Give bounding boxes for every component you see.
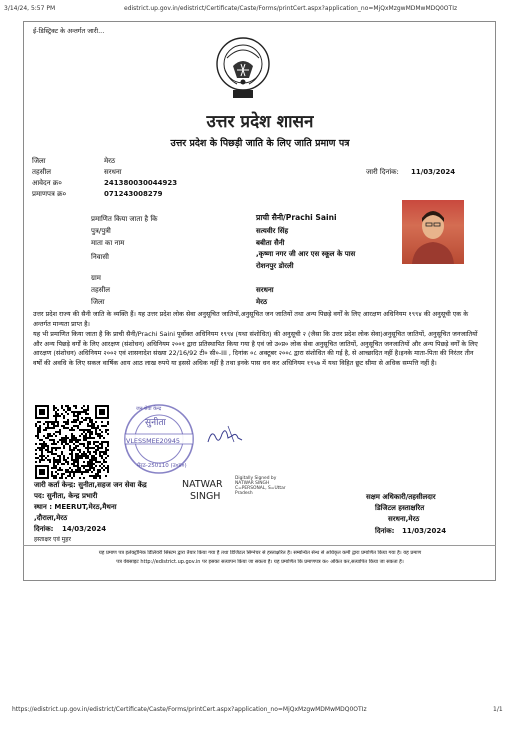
qr-code-icon (35, 405, 109, 479)
district-label: जिला (32, 157, 46, 165)
tehsil-value: सरधना (104, 168, 122, 176)
application-label: आवेदन क्र० (32, 179, 62, 187)
address-line-1: ,कृष्णा नगर जी आर एस स्कूल के पास (256, 250, 356, 258)
officer-date-value: 11/03/2024 (402, 527, 447, 535)
digsig-detail-3: C=PERSONAL, S=Uttar (235, 486, 286, 491)
officer-signature-status: डिजिटल हस्ताक्षरित (375, 504, 425, 512)
tehsil2-label: तहसील (91, 286, 110, 294)
stamp-ring-top: जन सेवा केन्द्र (136, 406, 162, 412)
issuer-place-2: ,दौराला,मेरठ (34, 514, 68, 522)
signed-line: हस्ताक्षर एवं मुहर (34, 536, 71, 543)
issuer-date-label: दिनांक: (34, 525, 54, 533)
digsig-detail-4: Pradesh (235, 491, 253, 496)
address-line-2: रोशनपुर डोरली (256, 262, 294, 270)
issuer-centre: जारी कर्ता केन्द्र: सुनीता,सहज जन सेवा केंद्र (34, 481, 147, 489)
certificate-subtitle: उत्तर प्रदेश के पिछड़ी जाति के लिए जाति प्रमाण पत्र (170, 138, 350, 149)
parent-label: पुत्र/पुत्री (91, 227, 111, 235)
applicant-name: प्राची सैनी/Prachi Saini (256, 213, 337, 222)
officer-date-label: दिनांक: (375, 527, 395, 535)
issuer-date-value: 14/03/2024 (62, 525, 107, 533)
footer-divider (23, 545, 496, 546)
address-label: निवासी (91, 253, 109, 261)
application-number: 241380030044923 (104, 179, 178, 187)
issue-date-label: जारी दिनांक: (366, 168, 399, 176)
certificate-label: प्रमाणपत्र क्र० (32, 190, 67, 198)
district2-label: जिला (91, 298, 105, 306)
digsig-detail-1: Digitally Signed by (235, 476, 277, 481)
footer-note-1: यह प्रमाण पत्र इलेक्ट्रॉनिक डिलिवरी सिस्टम द्वारा तैयार किया गया है तथा डिजिटल सिग्नेचर से हस्ताक्षरित है। सम्बन्धित सेन्ध से अधिकृत कर्मी द्वारा प्रमाणित किया गया है। यह प्रमाण (98, 550, 422, 556)
print-datetime: 3/14/24, 5:57 PM (4, 5, 56, 12)
parent-name: सत्यवीर सिंह (256, 227, 289, 235)
footer-note-2: पत्र वेबसाइट http://edistrict.up.gov.in पर इसका सत्यापन किया जा सकता है। यह प्रमाणित कि प्रमाणपत्र क० अंकित कर,सत्यापित किया जा सकता है। (116, 559, 404, 565)
stamp-pin: मेरठ-250110 (उ०प्र०) (137, 463, 187, 469)
stamp-name: सुनीता (145, 418, 166, 428)
applicant-photo (402, 200, 464, 264)
mother-name: बबीता सैनी (256, 239, 285, 247)
edistrict-note: ई-डिस्ट्रिक्ट के अन्तर्गत जारी... (33, 27, 105, 35)
verification-qr-code (35, 405, 109, 479)
issuer-place: स्थान : MEERUT,मेरठ,मैथना (34, 503, 117, 511)
village-label: ग्राम (91, 274, 101, 282)
stamp-code: VLESSMEE20945 (126, 437, 181, 445)
district2-value: मेरठ (256, 298, 268, 306)
mother-label: माता का नाम (91, 239, 125, 247)
issue-date-value: 11/03/2024 (411, 168, 456, 176)
issuer-post: पद: सुनीता, केन्द्र प्रभारी (34, 492, 98, 500)
print-page-number: 1/1 (493, 706, 503, 713)
handwritten-signature (204, 422, 246, 448)
officer-place: सरधना,मेरठ (388, 515, 420, 523)
certification-paragraph: यह भी प्रमाणित किया जाता है कि प्राची सैनी/Prachi Saini पूर्वोक्त अधिनियम १९९४ (यथा संशोधित) की अनुसूची २ (जैसा कि उत्तर प्रदेश लोक सेवा)अनुसूचित जातियों, अनुसूचित जनजातियों और अन्य पिछड़े वर्गों के लिए आरक्षण (संशोधन) अधिनियम २००१ द्वारा प्रतिस्थापित किया गया है एवं जो उ०प्र० लोक सेवा अनुसूचित जातियों, अनुसूचित जनजातियों और अन्य पिछड़े वर्गों के लिए आरक्षण (संशोधन) अधिनियम २००२ एवं शासनादेश संख्या 22/16/92 टी० सी०-III , दिनांक ०८ अक्टूबर २००८ द्वारा संशोधित की गई है, से आच्छादित नहीं है।इनके माता-पिता की निरंतर तीन वर्षों की अवधि के लिए सकल वार्षिक आय आठ लाख रुपये या इससे अधिक नहीं है तथा इनके पास धन कर अधिनियम १९५७ में यथा विहित छूट सीमा से अधिक सम्पत्ति नहीं है। (33, 330, 478, 367)
digital-signer-name-1: NATWAR (182, 479, 223, 490)
tehsil-label: तहसील (32, 168, 51, 176)
attest-label: प्रमाणित किया जाता है कि (91, 215, 158, 223)
digsig-detail-2: NATWAR SINGH (235, 481, 270, 486)
caste-paragraph: उत्तर प्रदेश राज्य की सैनी जाति के व्यक्ति हैं। यह उत्तर प्रदेश लोक सेवा अनुसूचित जातियों,अनुसूचित जन जातियों तथा अन्य पिछड़े वर्गों के लिए आरक्षण अधिनियम १९९४ की अनुसूची एक के अन्तर्गत मान्यता प्राप्त है। (33, 310, 469, 328)
person-icon (402, 200, 464, 264)
officer-title: सक्षम अधिकारी/तहसीलदार (366, 493, 436, 501)
certificate-number: 071243008279 (104, 190, 163, 198)
govt-title: उत्तर प्रदेश शासन (206, 112, 314, 132)
district-value: मेरठ (104, 157, 116, 165)
digital-signer-name-2: SINGH (190, 491, 221, 502)
tehsil2-value: सरधना (256, 286, 274, 294)
up-govt-emblem-icon (215, 36, 271, 100)
print-footer-url: https://edistrict.up.gov.in/edistrict/Certificate/Caste/Forms/printCert.aspx?application_no=MjQxMzgwMDMwMDQ0OTIz (12, 706, 367, 713)
print-url: edistrict.up.gov.in/edistrict/Certificate/Caste/Forms/printCert.aspx?application_no=MjQxMzgwMDMwMDQ0OTIz (124, 5, 458, 12)
